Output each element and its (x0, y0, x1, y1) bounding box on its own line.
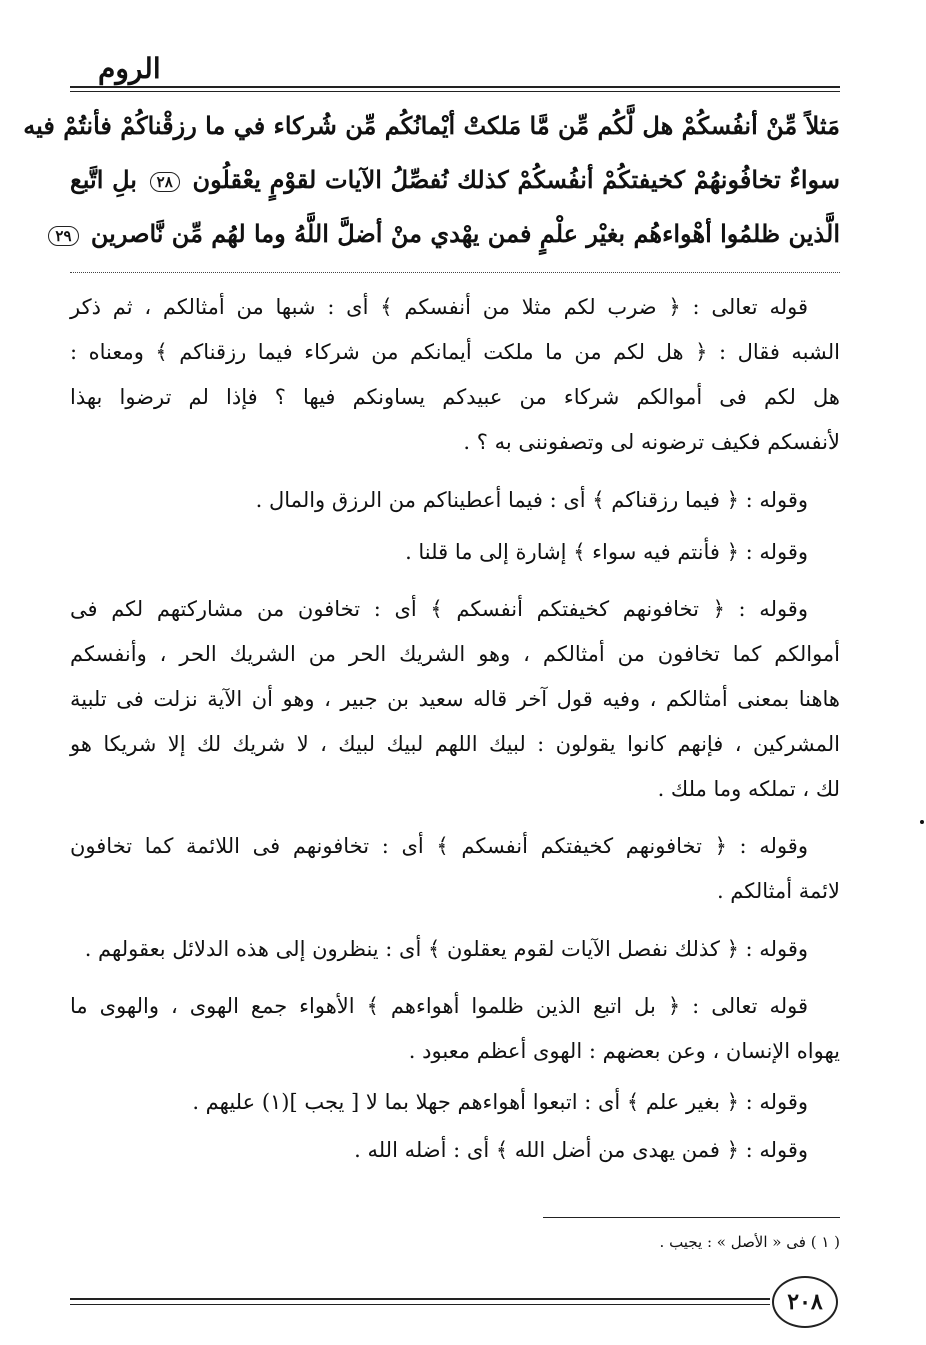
verse-text: بلِ اتَّبع (70, 165, 137, 194)
verse-number-mark: ٢٩ (48, 226, 78, 246)
commentary-line: قوله تعالى : ﴿ ضرب لكم مثلا من أنفسكم ﴾ أى : شبها من أمثالكم ، ثم ذكر (70, 295, 808, 319)
footer-rule (70, 1298, 770, 1300)
margin-dot (920, 820, 924, 824)
footnote: ( ١ ) فى « الأصل » : يجيب . (659, 1233, 840, 1251)
commentary-line: وقوله : ﴿ كذلك نفصل الآيات لقوم يعقلون ﴾ أى : ينظرون إلى هذه الدلائل بعقولهم . (84, 937, 808, 961)
commentary-line: لأنفسكم فكيف ترضونه لى وتصفوننى به ؟ . (463, 430, 840, 454)
commentary-line: وقوله : ﴿ فأنتم فيه سواء ﴾ إشارة إلى ما قلنا . (405, 540, 808, 564)
dotted-separator (70, 272, 840, 273)
header-rule-thin (70, 91, 840, 92)
page-number: ٢٠٨ (772, 1276, 838, 1328)
commentary-line: وقوله : ﴿ تخافونهم كخيفتكم أنفسكم ﴾ أى : تخافونهم فى اللائمة كما تخافون (70, 834, 808, 858)
verse-number-mark: ٢٨ (150, 172, 180, 192)
commentary-line: أموالكم كما تخافون من أمثالكم ، وهو الشريك الحر من الشريك الحر ، وأنفسكم (70, 642, 841, 666)
verse-text: مَثلاً مِّنْ أنفُسكُمْ هل لَّكُم مِّن مَّا مَلكتْ أيْمانُكُم مِّن شُركاء في ما رزقْناكُمْ فأنتُمْ فيه (23, 111, 840, 140)
header-rule (70, 86, 840, 88)
verse-text: سواءٌ تخافُونهُمْ كخيفتكُمْ أنفُسكُمْ كذلك نُفصِّلُ الآيات لقوْمٍ يعْقلُون (192, 165, 841, 194)
verse-text: الَّذين ظلمُوا أهْواءهُم بغيْر علْمٍ فمن يهْدي منْ أضلَّ اللَّهُ وما لهُم مِّن نَّاصرين (90, 219, 840, 248)
commentary-line: قوله تعالى : ﴿ بل اتبع الذين ظلموا أهواءهم ﴾ الأهواء جمع الهوى ، والهوى ما (70, 994, 808, 1018)
commentary-line: وقوله : ﴿ فمن يهدى من أضل الله ﴾ أى : أضله الله . (354, 1138, 808, 1162)
surah-title: الروم (98, 52, 161, 85)
commentary-line: وقوله : ﴿ فيما رزقناكم ﴾ أى : فيما أعطيناكم من الرزق والمال . (255, 488, 808, 512)
commentary-line: لك ، تملكه وما ملك . (657, 777, 840, 801)
commentary-line: الشبه فقال : ﴿ هل لكم من ما ملكت أيمانكم من شركاء فيما رزقناكم ﴾ ومعناه : (70, 340, 840, 364)
commentary-line: هاهنا بمعنى أمثالكم ، وفيه قول آخر قاله سعيد بن جبير ، وهو أن الآية نزلت فى تلبية (70, 687, 840, 711)
verse-line-3 (55, 219, 840, 248)
commentary-line: وقوله : ﴿ تخافونهم كخيفتكم أنفسكم ﴾ أى : تخافون من مشاركتهم لكم فى (70, 597, 808, 621)
footnote-rule (543, 1217, 840, 1218)
verse-line-1 (23, 111, 840, 140)
commentary-line: لائمة أمثالكم . (716, 879, 840, 903)
commentary-line: هل لكم فى أموالكم شركاء من عبيدكم يساونكم فيها ؟ فإذا لم ترضوا بهذا (70, 385, 840, 409)
commentary-line: وقوله : ﴿ بغير علم ﴾ أى : اتبعوا أهواءهم جهلا بما لا [ يجب ](١) عليهم . (192, 1090, 808, 1114)
footer-rule-thin (70, 1304, 770, 1305)
commentary-line: المشركين ، فإنهم كانوا يقولون : لبيك اللهم لبيك لبيك ، لا شريك لك إلا شريكا هو (70, 732, 840, 756)
commentary-line: يهواه الإنسان ، وعن بعضهم : الهوى أعظم معبود . (408, 1039, 840, 1063)
verse-line-2 (70, 165, 840, 194)
